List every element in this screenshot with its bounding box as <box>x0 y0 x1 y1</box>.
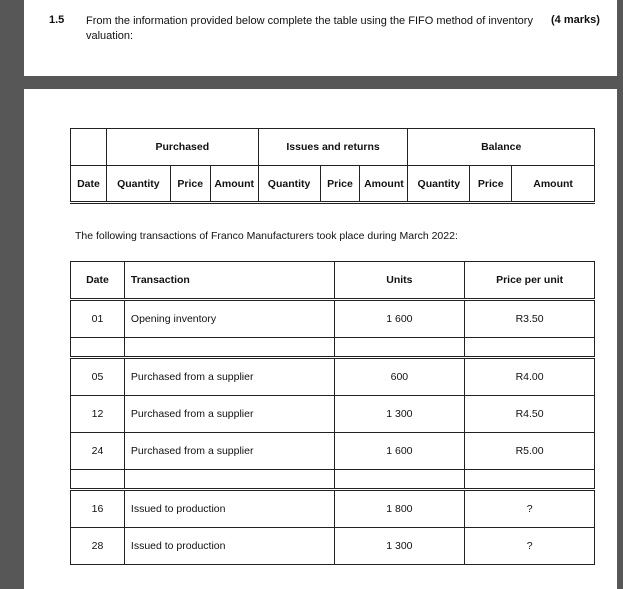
row-date: 16 <box>71 490 125 528</box>
table-row <box>71 490 595 528</box>
row-price: R4.00 <box>465 358 595 396</box>
row-units: 1 300 <box>334 396 465 433</box>
row-units: 1 300 <box>334 528 465 565</box>
fifo-group-header-row <box>71 129 595 166</box>
table-row <box>71 396 595 433</box>
fifo-header-cell: Quantity <box>408 166 470 203</box>
fifo-header-cell: Price <box>170 166 210 203</box>
fifo-header-cell: Amount <box>512 166 595 203</box>
spacer-cell <box>465 470 595 490</box>
spacer-cell <box>71 338 125 358</box>
fifo-header-cell: Amount <box>210 166 258 203</box>
row-units: 1 800 <box>334 490 465 528</box>
page-main <box>24 89 617 589</box>
fifo-header-cell: Amount <box>360 166 408 203</box>
row-units: 1 600 <box>334 433 465 470</box>
row-transaction: Purchased from a supplier <box>124 358 334 396</box>
fifo-table <box>70 128 595 204</box>
intro-text: The following transactions of Franco Manufacturers took place during March 2022: <box>75 230 458 242</box>
row-transaction: Opening inventory <box>124 300 334 338</box>
header-price: Price per unit <box>465 262 595 300</box>
fifo-header-cell: Price <box>470 166 512 203</box>
row-date: 24 <box>71 433 125 470</box>
row-date: 28 <box>71 528 125 565</box>
table-row <box>71 358 595 396</box>
question-text: From the information provided below complete the table using the FIFO method of inventory valuation: <box>86 15 533 42</box>
fifo-header-cell: Quantity <box>258 166 320 203</box>
question-number: 1.5 <box>49 14 65 26</box>
row-transaction: Purchased from a supplier <box>124 433 334 470</box>
spacer-cell <box>334 470 465 490</box>
row-units: 600 <box>334 358 465 396</box>
spacer-row <box>71 470 595 490</box>
transactions-header-row <box>71 262 595 300</box>
spacer-row <box>71 338 595 358</box>
row-transaction: Purchased from a supplier <box>124 396 334 433</box>
spacer-cell <box>124 338 334 358</box>
row-transaction: Issued to production <box>124 528 334 565</box>
fifo-group-purchased: Purchased <box>106 129 258 166</box>
row-date: 12 <box>71 396 125 433</box>
question-marks: (4 marks) <box>551 14 600 26</box>
spacer-cell <box>124 470 334 490</box>
table-row <box>71 528 595 565</box>
spacer-cell <box>465 338 595 358</box>
spacer-cell <box>71 470 125 490</box>
fifo-group-balance: Balance <box>408 129 595 166</box>
page-top <box>24 0 617 76</box>
fifo-group-issues: Issues and returns <box>258 129 408 166</box>
row-price: ? <box>465 490 595 528</box>
fifo-header-cell: Quantity <box>106 166 170 203</box>
fifo-header-cell: Price <box>320 166 360 203</box>
header-transaction: Transaction <box>124 262 334 300</box>
spacer-cell <box>334 338 465 358</box>
row-date: 05 <box>71 358 125 396</box>
fifo-group-blank <box>71 129 107 166</box>
fifo-sub-header-row <box>71 166 595 203</box>
row-price: R4.50 <box>465 396 595 433</box>
table-row <box>71 433 595 470</box>
row-units: 1 600 <box>334 300 465 338</box>
table-row <box>71 300 595 338</box>
transactions-table <box>70 261 595 565</box>
row-transaction: Issued to production <box>124 490 334 528</box>
row-price: R3.50 <box>465 300 595 338</box>
header-units: Units <box>334 262 465 300</box>
fifo-header-date: Date <box>71 166 107 203</box>
row-date: 01 <box>71 300 125 338</box>
header-date: Date <box>71 262 125 300</box>
row-price: ? <box>465 528 595 565</box>
row-price: R5.00 <box>465 433 595 470</box>
